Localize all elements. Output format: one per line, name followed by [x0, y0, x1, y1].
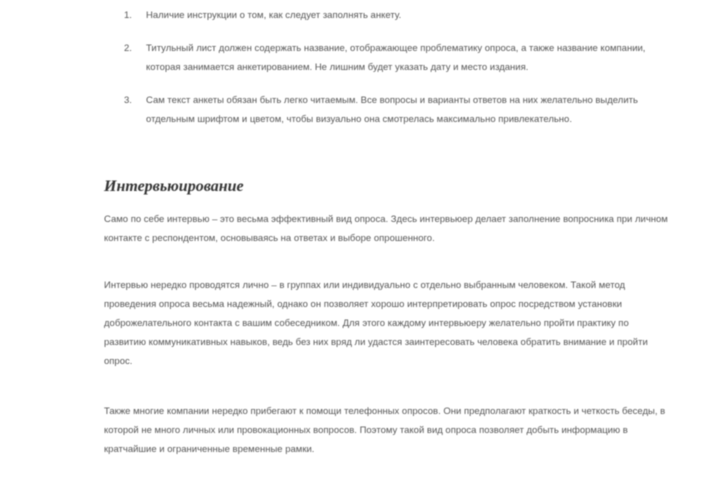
list-item: [120, 39, 680, 77]
list-number: 2.: [124, 43, 132, 54]
list-item: [120, 91, 680, 129]
section-heading: Интервьюирование: [104, 178, 244, 195]
requirements-list: [120, 6, 680, 143]
list-number: 1.: [124, 10, 132, 21]
list-number: 3.: [124, 95, 132, 106]
paragraph: Само по себе интервью – это весьма эффективный вид опроса. Здесь интервьюер делает заполнение вопросника при личном контакте с респондентом, основываясь на ответах и выборе опрошенного.: [104, 214, 668, 244]
list-item-text: Титульный лист должен содержать название, отображающее проблематику опроса, а также название компании, которая занимается анкетированием. Не лишним будет указать дату и место издания.: [146, 43, 646, 73]
list-item: [120, 6, 680, 25]
paragraph: Также многие компании нередко прибегают к помощи телефонных опросов. Они предполагают краткость и четкость беседы, в которой не много личных или провокационных вопросов. Поэтому такой вид опроса позволяет добыть информацию в кратчайшие и ограниченные временные рамки.: [104, 406, 666, 455]
paragraph: Интервью нередко проводятся лично – в группах или индивидуально с отдельно выбранным человеком. Такой метод проведения опроса весьма надежный, однако он позволяет хорошо интерпретировать опрос посредством установки доброжелательного контакта с вашим собеседником. Для этого каждому интервьюеру желательно пройти практику по развитию коммуникативных навыков, ведь без них вряд ли удастся заинтересовать человека обратить внимание и пройти опрос.: [104, 280, 648, 367]
list-item-text: Наличие инструкции о том, как следует заполнять анкету.: [146, 10, 402, 21]
list-item-text: Сам текст анкеты обязан быть легко читаемым. Все вопросы и варианты ответов на них желательно выделить отдельным шрифтом и цветом, чтобы визуально она смотрелась максимально привлекательно.: [146, 95, 638, 125]
